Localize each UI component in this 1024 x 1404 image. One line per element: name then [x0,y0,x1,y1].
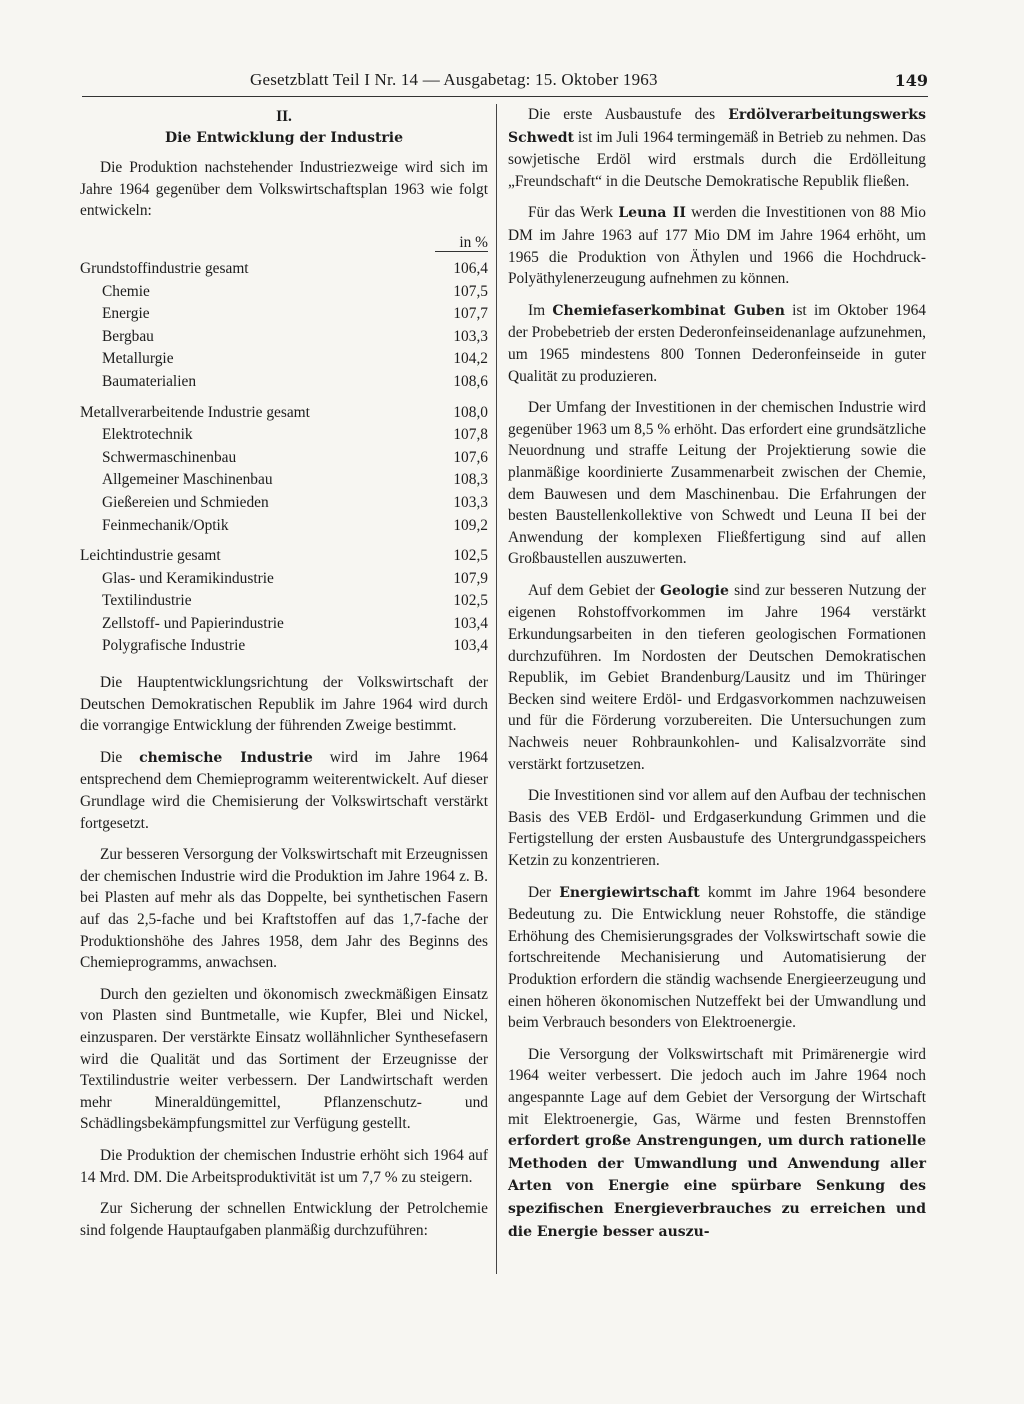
table-row [80,537,488,568]
paragraph-main-direction: Die Hauptentwicklungsrichtung der Volkswirtschaft der Deutschen Demokratischen Republik im Jahre 1964 wird durch die vorrangige Entwicklung der führenden Zweige bestimmt. [80,674,488,735]
unit-header [80,232,488,254]
table-row [80,424,488,447]
text-span: Für das Werk [528,204,619,222]
industry-name: Feinmechanik/Optik [102,516,229,534]
table-row [80,447,488,470]
keyword-leuna: Leuna II [618,205,686,222]
industry-value: 107,6 [453,448,488,466]
right-column [508,104,926,1253]
industry-value: 109,2 [453,516,488,534]
table-row [80,281,488,304]
paragraph-production-increase: Die Produktion der chemischen Industrie erhöht sich 1964 auf 14 Mrd. DM. Die Arbeitsproduktivität ist um 7,7 % zu steigern. [80,1146,488,1186]
paragraph-supply: Zur besseren Versorgung der Volkswirtschaft mit Erzeugnissen der chemischen Industrie wird die Produktion im Jahre 1964 z. B. bei Plasten auf mehr als das Doppelte, bei synthetischen Fasern auf das 2,5-fache und bei Kraftstoffen auf das 1,7-fache der Produktionshöhe des Jahres 1958, dem Jahr des Beginns des Chemieprogramms, anwachsen. [80,846,488,972]
text-span: Der [528,883,560,901]
industry-name: Bergbau [102,327,154,345]
industry-name: Elektrotechnik [102,426,193,444]
table-row [80,469,488,492]
paragraph-guben [508,300,926,387]
paragraph-investments: Der Umfang der Investitionen in der chemischen Industrie wird gegenüber 1963 um 8,5 % erhöht. Das erfordert eine grundsätzliche Neuordnung und straffe Leitung der Projektierung sowie die planmäßige koordinierte Zusammenarbeit zwischen der Chemie, dem Bauwesen und dem Maschinenbau. Die Erfahrungen der besten Baustellenkollektive von Schwedt und Leuna II bei der Anwendung der komplexen Fließfertigung sind auf allen Großbaustellen auszuwerten. [508,399,926,568]
table-row [80,303,488,326]
industry-value: 104,2 [453,350,488,368]
text-span: ist im Oktober 1964 der Probebetrieb der ersten Dederonfeinseidenanlage aufzunehmen, um 1965 mindestens 800 Tonnen Dederonfeinseide in guter Qualität zu produzieren. [508,301,926,385]
industry-value: 103,3 [453,327,488,345]
industry-value: 102,5 [453,592,488,610]
industry-value: 103,3 [453,493,488,511]
industry-name: Glas- und Keramikindustrie [102,569,274,587]
keyword-guben: Chemiefaserkombinat Guben [552,302,785,319]
industry-name: Schwermaschinenbau [102,448,237,466]
text-span: Im [528,301,553,319]
industry-value: 106,4 [453,259,488,277]
paragraph-petrochemistry: Zur Sicherung der schnellen Entwicklung der Petrolchemie sind folgende Hauptaufgaben planmäßig durchzuführen: [80,1200,488,1239]
left-column [80,104,488,1251]
text-span: sind zur besseren Nutzung der eigenen Rohstoffvorkommen im Jahre 1964 verstärkt Erkundungsarbeiten in den tieferen geologischen Formationen durchzuführen. Im Nordosten der Deutschen Demokratischen Republik, im Gebiet Brandenburg/Lausitz und im Thüringer Becken sind weitere Erdöl- und Erdgasvorkommen nachzuweisen und für die Förderung vorzubereiten. Die Untersuchungen zum Nachweis neuer Rohbraunkohlen- und Kalisalzvorräte sind verstärkt fortzusetzen. [508,581,926,773]
industry-name: Chemie [102,282,150,300]
industry-name: Leichtindustrie gesamt [80,547,221,565]
table-row [80,568,488,591]
paragraph-schwedt [508,104,926,192]
paragraph-chemical-industry [80,747,488,834]
industry-name: Metallurgie [102,350,174,368]
keyword-energy-demand: erfordert große Anstrengungen, um durch rationelle Methoden der Umwandlung und Anwendung aller Arten von Energie eine spürbare Senkung des spezifischen Energieverbrauches zu erreichen und die Energie besser auszu- [508,1133,926,1240]
industry-name: Polygrafische Industrie [102,637,246,655]
industry-name: Gießereien und Schmieden [102,493,269,511]
text-span: kommt im Jahre 1964 besondere Bedeutung zu. Die Entwicklung neuer Rohstoffe, die ständige Erhöhung des Chemisierungsgrades der Volkswirtschaft sowie die fortschreitende Mechanisierung und Automatisierung der Produktion erfordern die ständig wachsende Energieerzeugung und einen höheren ökonomischen Nutzeffekt bei der Umwandlung und beim Verbrauch besonders von Elektroenergie. [508,883,926,1032]
page-header [82,66,928,97]
text-span: ist im Juli 1964 termingemäß in Betrieb zu nehmen. Das sowjetische Erdöl wird erstmals durch die Erdölleitung „Freundschaft“ in die Deutsche Demokratische Republik fließen. [508,128,926,190]
paragraph-primary-energy [508,1044,926,1243]
text-span: Die Versorgung der Volkswirtschaft mit Primärenergie wird 1964 weiter verbessert. Die jedoch auch im Jahre 1964 noch angespannte Lage auf dem Gebiet der Versorgung der Wirtschaft mit Elektroenergie, Gas, Wärme und festen Brennstoffen [508,1045,926,1128]
table-row [80,613,488,636]
keyword-geologie: Geologie [660,582,729,599]
production-table-body [80,258,488,658]
industry-value: 107,8 [453,426,488,444]
industry-value: 102,5 [453,547,488,565]
table-row [80,515,488,538]
table-row [80,590,488,613]
industry-value: 107,5 [453,282,488,300]
industry-name: Allgemeiner Maschinenbau [102,471,273,489]
table-row [80,492,488,515]
intro-paragraph: Die Produktion nachstehender Industriezweige wird sich im Jahre 1964 gegenüber dem Volkswirtschaftsplan 1963 wie folgt entwickeln: [80,159,488,220]
table-row [80,635,488,658]
paragraph-plastics: Durch den gezielten und ökonomisch zweckmäßigen Einsatz von Plasten sind Buntmetalle, wie Kupfer, Blei und Nickel, einzusparen. Der verstärkte Einsatz wollähnlicher Synthesefasern wird die Qualität und das Sortiment der Erzeugnisse der Textilindustrie weiter verbessern. Der Landwirtschaft werden mehr Mineraldüngemittel, Pflanzenschutz- und Schädlingsbekämpfungsmittel zur Verfügung gestellt. [80,985,488,1133]
industry-name: Textilindustrie [102,592,192,610]
industry-value: 107,9 [453,569,488,587]
industry-value: 107,7 [453,305,488,323]
keyword-energiewirtschaft: Energiewirtschaft [559,884,700,901]
table-row [80,258,488,281]
table-row [80,394,488,425]
paragraph-energy [508,882,926,1034]
industry-name: Grundstoffindustrie gesamt [80,259,249,277]
industry-name: Baumaterialien [102,372,197,390]
table-row [80,326,488,349]
table-row [80,371,488,394]
paragraph-grimmen: Die Investitionen sind vor allem auf den Aufbau der technischen Basis des VEB Erdöl- und Erdgaserkundung Grimmen und die Fertigstellung der ersten Ausbaustufe des Untergrundgasspeichers Ketzin zu konzentrieren. [508,787,926,869]
production-table [80,258,488,658]
industry-value: 103,4 [453,614,488,632]
section-title: Die Entwicklung der Industrie [164,129,404,146]
section-number: II. [276,108,292,125]
industry-value: 103,4 [453,637,488,655]
table-row [80,348,488,371]
industry-value: 108,3 [453,471,488,489]
paragraph-geology [508,580,926,775]
unit-label: in % [435,234,488,252]
industry-name: Energie [102,305,150,323]
industry-name: Zellstoff- und Papierindustrie [102,614,284,632]
keyword-schwedt: Erdölverarbeitungswerks Schwedt [508,107,926,146]
paragraph-leuna [508,202,926,289]
column-divider [496,104,497,1274]
industry-name: Metallverarbeitende Industrie gesamt [80,403,310,421]
text-span: Die erste Ausbaustufe des [528,106,729,123]
keyword-chemische-industrie: chemische Industrie [139,749,313,766]
text-span: Die [100,748,140,766]
page-number: 149 [894,71,928,90]
text-span: werden die Investitionen von 88 Mio DM im Jahre 1963 auf 177 Mio DM im Jahre 1964 erhöht, um 1965 die Produktion von Äthylen und 1966 die Hochdruck-Polyäthylenerzeugung aufnehmen zu können. [508,204,926,288]
text-span: wird im Jahre 1964 entsprechend dem Chemieprogramm weiterentwickelt. Auf dieser Grundlage wird die Chemisierung der Volkswirtschaft verstärkt fortgesetzt. [80,748,488,832]
text-span: Auf dem Gebiet der [528,581,661,599]
industry-value: 108,6 [453,372,488,390]
header-title: Gesetzblatt Teil I Nr. 14 — Ausgabetag: 15. Oktober 1963 [250,70,658,89]
industry-value: 108,0 [453,403,488,421]
